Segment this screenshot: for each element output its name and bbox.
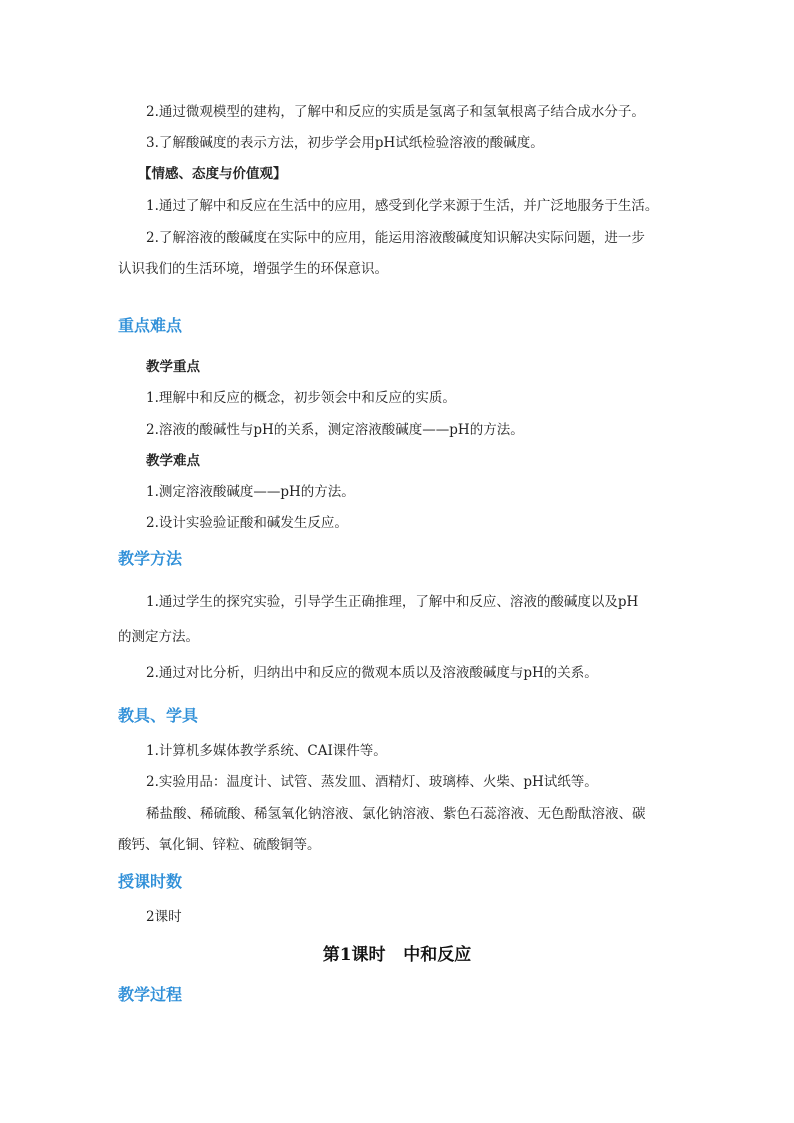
method-item-1-line-2: 的测定方法。 — [118, 629, 199, 645]
methods-heading: 教学方法 — [118, 549, 183, 568]
difficulty-item-1: 1.测定溶液酸碱度——pH的方法。 — [146, 484, 355, 500]
tools-heading: 教具、学具 — [118, 706, 199, 725]
difficulty-label: 教学难点 — [146, 453, 200, 469]
focus-label: 教学重点 — [146, 359, 200, 375]
tools-item-2: 2.实验用品：温度计、试管、蒸发皿、酒精灯、玻璃棒、火柴、pH试纸等。 — [146, 774, 598, 790]
tools-item-3-line-2: 酸钙、氧化铜、锌粒、硫酸铜等。 — [118, 837, 321, 853]
emotion-item-2-line-1: 2.了解溶液的酸碱度在实际中的应用，能运用溶液酸碱度知识解决实际问题，进一步 — [146, 230, 645, 246]
emotion-item-1: 1.通过了解中和反应在生活中的应用，感受到化学来源于生活，并广泛地服务于生活。 — [146, 198, 659, 214]
hours-value: 2课时 — [146, 909, 182, 925]
tools-item-3-line-1: 稀盐酸、稀硫酸、稀氢氧化钠溶液、氯化钠溶液、紫色石蕊溶液、无色酚酞溶液、碳 — [146, 806, 646, 822]
focus-item-2: 2.溶液的酸碱性与pH的关系，测定溶液酸碱度——pH的方法。 — [146, 422, 524, 438]
key-points-heading: 重点难点 — [118, 316, 183, 335]
focus-item-1: 1.理解中和反应的概念，初步领会中和反应的实质。 — [146, 390, 456, 406]
difficulty-item-2: 2.设计实验验证酸和碱发生反应。 — [146, 515, 348, 531]
method-item-2: 2.通过对比分析，归纳出中和反应的微观本质以及溶液酸碱度与pH的关系。 — [146, 665, 598, 681]
method-item-1-line-1: 1.通过学生的探究实验，引导学生正确推理，了解中和反应、溶液的酸碱度以及pH — [146, 594, 639, 610]
process-heading: 教学过程 — [118, 985, 183, 1004]
hours-heading: 授课时数 — [118, 872, 183, 891]
objective-item-2: 2.通过微观模型的建构，了解中和反应的实质是氢离子和氢氧根离子结合成水分子。 — [146, 104, 645, 120]
emotion-item-2-line-2: 认识我们的生活环境，增强学生的环保意识。 — [118, 261, 388, 277]
lesson-title: 第1课时 中和反应 — [322, 945, 472, 965]
tools-item-1: 1.计算机多媒体教学系统、CAI课件等。 — [146, 743, 387, 759]
objective-item-3: 3.了解酸碱度的表示方法，初步学会用pH试纸检验溶液的酸碱度。 — [146, 135, 544, 151]
emotion-heading: 【情感、态度与价值观】 — [138, 166, 287, 182]
